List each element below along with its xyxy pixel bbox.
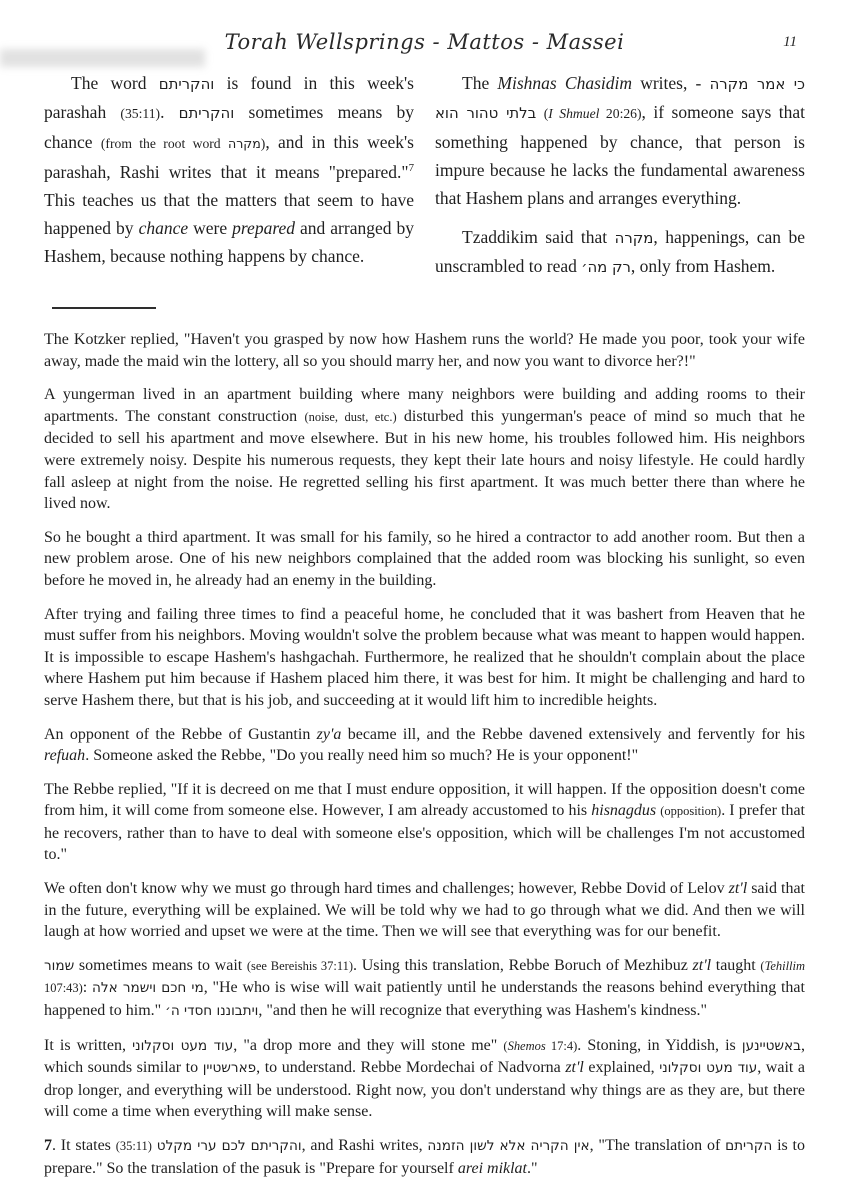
footnote-paragraph: After trying and failing three times to find a peaceful home, he concluded that it was bashert from Heaven that he must suffer from his neighbors. Moving wouldn't solve the problem because what was meant to happen would happen. It is impossible to escape Hashem's hashgachah. Furthermore, he realized that he shouldn't complain about the place where Hashem put him because if Hashem placed him there, it was best for him. It might be challenging and hard to serve Hashem there, but that is his job, and succeeding at it would lift him to incredible heights.	[44, 605, 805, 709]
right-column	[435, 69, 805, 281]
footnote-paragraph: We often don't know why we must go through hard times and challenges; however, Rebbe Dovid of Lelov zt'l said that in the future, everything will be explained. We will be told why we had to go through what we did. And then we will laugh at how worried and upset we were at the time. Then we will see that everything was for our benefit.	[44, 880, 805, 941]
footnote-paragraph: So he bought a third apartment. It was small for his family, so he hired a contractor to add another room. But then a new problem arose. One of his new neighbors complained that the added room was blocking his sunlight, so even before he moved in, he already had an enemy in the building.	[44, 528, 805, 589]
page-number: 11	[783, 34, 797, 50]
footnote-paragraph: An opponent of the Rebbe of Gustantin zy'a became ill, and the Rebbe davened extensively and fervently for his refuah. Someone asked the Rebbe, "Do you really need him so much? He is your opponent!"	[44, 725, 806, 765]
footnote-paragraph: A yungerman lived in an apartment building where many neighbors were building and adding rooms to their apartments. The constant construction (noise, dust, etc.) disturbed this yungerman's peace of mind so much that he decided to sell his apartment and move elsewhere. But in his new home, his troubles followed him. His neighbors were extremely noisy. Despite his numerous requests, they kept their late hours and noisy lifestyle. He could hardly fall asleep at night from the noise. He regretted selling his first apartment. It was much better there than where he lived now.	[44, 386, 805, 513]
footnote-number-7: 7. It states (35:11) והקריתם לכם ערי מקלט, and Rashi writes, אין הקריה אלא לשון הזמנה, "The translation of הקריתם is to prepare." So the translation of the pasuk is "Prepare for yourself arei miklat."	[44, 1137, 805, 1177]
paragraph: The Mishnas Chasidim writes, - כי אמר מקרה בלתי טהור הוא (I Shmuel 20:26), if someone says that something happened by chance, that person is impure because he lacks the fundamental awareness that Hashem plans and arranges everything.	[435, 73, 806, 208]
footnote-paragraph: It is written, עוד מעט וסקלוני, "a drop more and they will stone me" (Shemos 17:4). Stoning, in Yiddish, is באשטיינען, which sounds similar to פארשטיין, to understand. Rebbe Mordechai of Nadvorna zt'l explained, עוד מעט וסקלוני, wait a drop longer, and everything will be understood. Right now, you don't understand why things are as they are, but there will come a time when everything will make sense.	[44, 1036, 806, 1121]
left-column	[44, 69, 414, 281]
footnote-divider	[52, 307, 156, 309]
footnote-paragraph: The Kotzker replied, "Haven't you grasped by now how Hashem runs the world? He made you poor, took your wife away, made the maid win the lottery, all so you should marry her, and now you want to divorce her?!"	[44, 331, 805, 370]
main-text-columns	[44, 69, 805, 281]
footnote-paragraph: The Rebbe replied, "If it is decreed on me that I must endure opposition, it will happen. If the opposition doesn't come from him, it will come from someone else. However, I am already accustomed to his hisnagdus (opposition). I prefer that he recovers, rather than to have to deal with someone else's opposition, which will be challenges I'm not accustomed to."	[44, 780, 806, 864]
paragraph: The word והקריתם is found in this week's parashah (35:11). והקריתם sometimes means by chance (from the root word מקרה), and in this week's parashah, Rashi writes that it means "prepared."$^7$ This teaches us that the matters that seem to have happened by chance were prepared and arranged by Hashem, because nothing happens by chance.	[44, 73, 414, 266]
page-header	[0, 0, 849, 54]
footnotes-section	[44, 329, 805, 1179]
footnote-paragraph: שמור sometimes means to wait (see Bereishis 37:11). Using this translation, Rebbe Boruch of Mezhibuz zt'l taught (Tehillim 107:43): מי חכם וישמר אלה, "He who is wise will wait patiently until he understands the reasons behind everything that happened to him." ויתבוננו חסדי ה׳, "and then he will recognize that everything was Hashem's kindness."	[44, 956, 805, 1020]
paragraph: Tzaddikim said that מקרה, happenings, can be unscrambled to read רק מה׳, only from Hashem.	[435, 227, 805, 276]
page-title: Torah Wellsprings - Mattos - Massei	[224, 30, 625, 54]
